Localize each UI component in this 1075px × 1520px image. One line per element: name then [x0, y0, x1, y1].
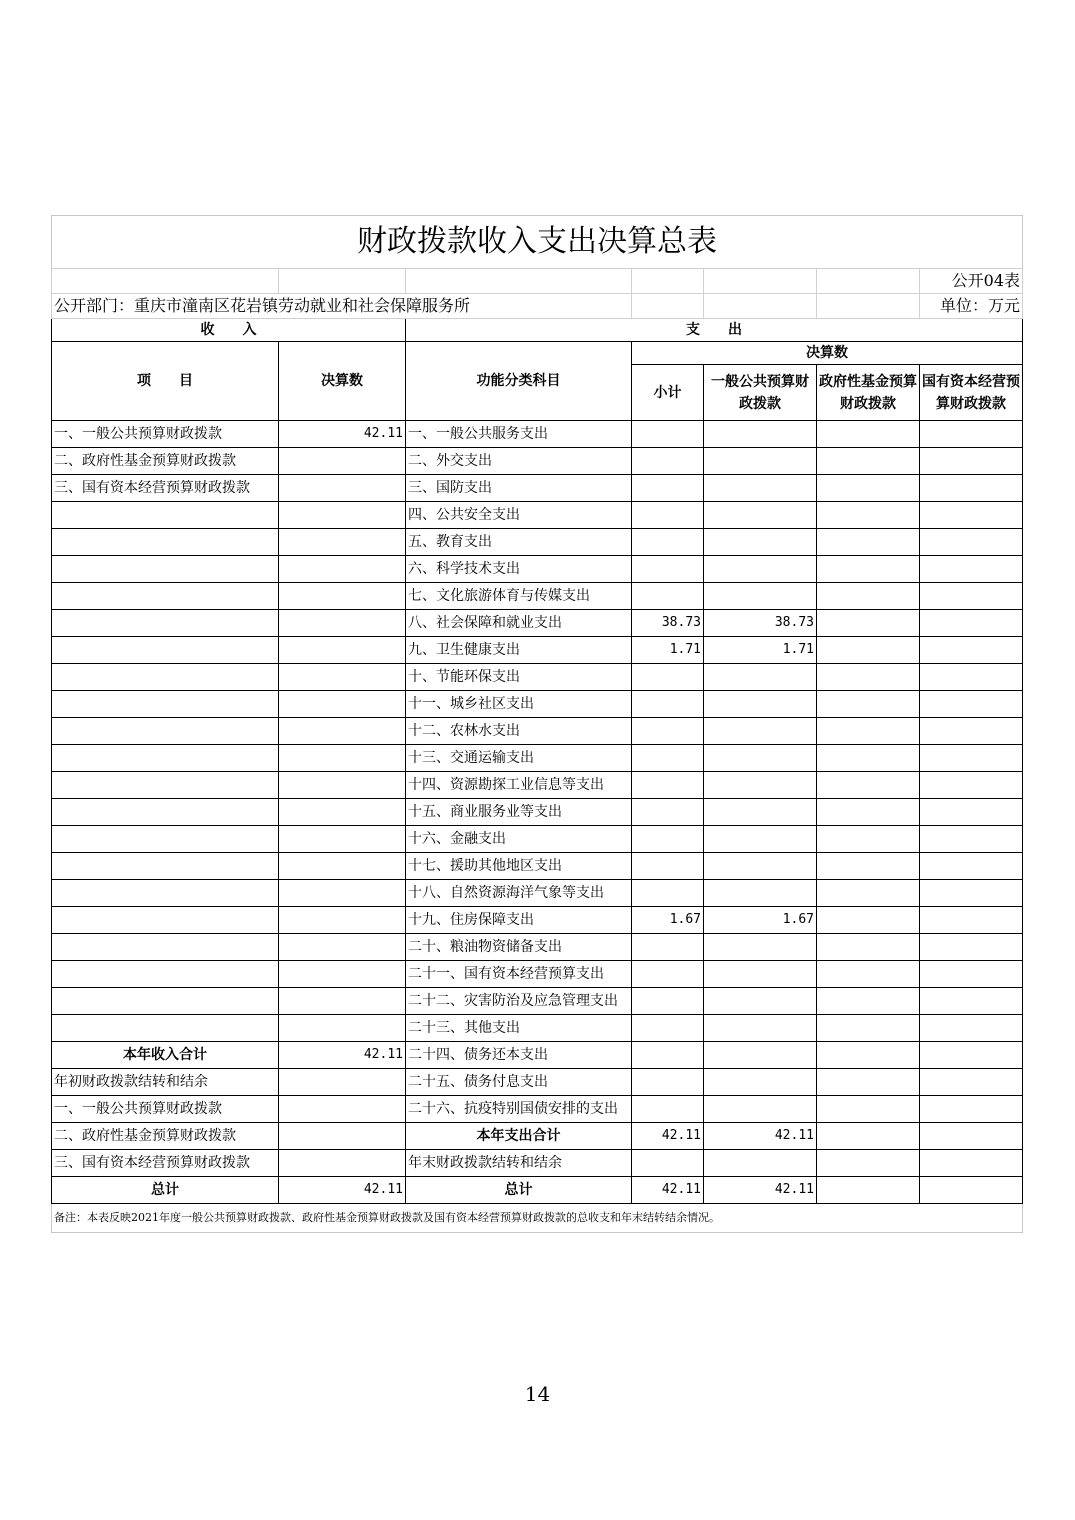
state-capital-cell [920, 664, 1023, 691]
expense-item-cell: 三、国防支出 [406, 475, 632, 502]
expense-header: 支 出 [406, 319, 1023, 342]
gov-fund-cell [817, 664, 920, 691]
general-budget-cell [704, 1069, 817, 1096]
state-capital-cell [920, 853, 1023, 880]
income-item-cell: 年初财政拨款结转和结余 [52, 1069, 279, 1096]
income-item-cell [52, 961, 279, 988]
income-item-cell [52, 853, 279, 880]
form-code: 公开04表 [920, 269, 1023, 294]
expense-item-cell: 六、科学技术支出 [406, 556, 632, 583]
subtotal-cell [632, 1150, 704, 1177]
income-amount-cell [279, 664, 406, 691]
expense-item-cell: 二十五、债务付息支出 [406, 1069, 632, 1096]
state-capital-cell [920, 610, 1023, 637]
income-item-cell [52, 988, 279, 1015]
income-item-cell: 总计 [52, 1177, 279, 1204]
general-budget-cell: 1.67 [704, 907, 817, 934]
table-row [52, 853, 1023, 880]
page-number: 14 [524, 1382, 551, 1406]
state-capital-cell [920, 934, 1023, 961]
general-budget-cell: 42.11 [704, 1123, 817, 1150]
expense-item-cell: 十五、商业服务业等支出 [406, 799, 632, 826]
income-amount-cell [279, 934, 406, 961]
expense-item-cell: 十、节能环保支出 [406, 664, 632, 691]
general-budget-cell [704, 1096, 817, 1123]
table-row [52, 988, 1023, 1015]
state-capital-cell [920, 691, 1023, 718]
expense-item-cell: 二十三、其他支出 [406, 1015, 632, 1042]
general-budget-cell [704, 772, 817, 799]
func-category-header: 功能分类科目 [406, 342, 632, 421]
gov-fund-cell [817, 502, 920, 529]
subtotal-cell [632, 556, 704, 583]
report-title: 财政拨款收入支出决算总表 [52, 216, 1023, 269]
gov-fund-cell [817, 583, 920, 610]
gov-fund-cell [817, 1123, 920, 1150]
income-item-cell [52, 529, 279, 556]
income-amount-cell [279, 907, 406, 934]
general-budget-cell [704, 529, 817, 556]
expense-item-cell: 九、卫生健康支出 [406, 637, 632, 664]
state-capital-cell [920, 988, 1023, 1015]
table-row [52, 1150, 1023, 1177]
state-capital-cell [920, 880, 1023, 907]
income-amount-cell [279, 1096, 406, 1123]
income-item-cell: 一、一般公共预算财政拨款 [52, 1096, 279, 1123]
subtotal-cell [632, 502, 704, 529]
expense-item-cell: 二、外交支出 [406, 448, 632, 475]
subtotal-cell [632, 448, 704, 475]
gov-fund-cell [817, 637, 920, 664]
expense-item-cell: 二十四、债务还本支出 [406, 1042, 632, 1069]
table-row [52, 718, 1023, 745]
expense-item-cell: 二十、粮油物资储备支出 [406, 934, 632, 961]
expense-item-cell: 十三、交通运输支出 [406, 745, 632, 772]
income-amount-cell [279, 1015, 406, 1042]
subtotal-cell [632, 529, 704, 556]
subtotal-cell: 1.67 [632, 907, 704, 934]
table-row [52, 1015, 1023, 1042]
general-budget-header: 一般公共预算财政拨款 [704, 365, 817, 421]
gov-fund-cell [817, 1150, 920, 1177]
gov-fund-cell [817, 475, 920, 502]
subtotal-cell [632, 961, 704, 988]
subtotal-cell [632, 772, 704, 799]
expense-item-cell: 一、一般公共服务支出 [406, 421, 632, 448]
income-item-cell: 二、政府性基金预算财政拨款 [52, 1123, 279, 1150]
gov-fund-cell [817, 1096, 920, 1123]
income-item-cell: 一、一般公共预算财政拨款 [52, 421, 279, 448]
gov-fund-cell [817, 934, 920, 961]
table-row [52, 826, 1023, 853]
income-item-cell: 三、国有资本经营预算财政拨款 [52, 1150, 279, 1177]
general-budget-cell [704, 421, 817, 448]
general-budget-cell [704, 1015, 817, 1042]
item-header: 项 目 [52, 342, 279, 421]
expense-item-cell: 本年支出合计 [406, 1123, 632, 1150]
expense-item-cell: 十八、自然资源海洋气象等支出 [406, 880, 632, 907]
subtotal-cell [632, 853, 704, 880]
subtotal-cell: 42.11 [632, 1177, 704, 1204]
table-row [52, 961, 1023, 988]
state-capital-cell [920, 421, 1023, 448]
subtotal-cell [632, 691, 704, 718]
table-row [52, 745, 1023, 772]
expense-item-cell: 十四、资源勘探工业信息等支出 [406, 772, 632, 799]
income-amount-cell [279, 583, 406, 610]
gov-fund-cell [817, 853, 920, 880]
general-budget-cell [704, 583, 817, 610]
general-budget-cell [704, 934, 817, 961]
income-amount-cell [279, 448, 406, 475]
finance-table [51, 215, 1023, 1233]
subtotal-cell [632, 1096, 704, 1123]
expense-item-cell: 八、社会保障和就业支出 [406, 610, 632, 637]
income-item-cell: 本年收入合计 [52, 1042, 279, 1069]
income-amount-cell: 42.11 [279, 1177, 406, 1204]
table-row [52, 421, 1023, 448]
final-amount-header: 决算数 [632, 342, 1023, 365]
gov-fund-cell [817, 529, 920, 556]
income-item-cell: 二、政府性基金预算财政拨款 [52, 448, 279, 475]
expense-item-cell: 年末财政拨款结转和结余 [406, 1150, 632, 1177]
report-sheet [51, 215, 1022, 1233]
income-amount-cell [279, 799, 406, 826]
income-item-cell [52, 907, 279, 934]
general-budget-cell [704, 961, 817, 988]
table-row [52, 1069, 1023, 1096]
unit-label: 单位：万元 [920, 294, 1023, 319]
state-capital-cell [920, 1177, 1023, 1204]
state-capital-cell [920, 1069, 1023, 1096]
income-amount-cell [279, 691, 406, 718]
expense-item-cell: 总计 [406, 1177, 632, 1204]
gov-fund-cell [817, 826, 920, 853]
income-item-cell [52, 934, 279, 961]
income-item-cell [52, 1015, 279, 1042]
subtotal-cell [632, 988, 704, 1015]
gov-fund-cell [817, 556, 920, 583]
gov-fund-cell [817, 772, 920, 799]
general-budget-cell [704, 745, 817, 772]
table-row [52, 1042, 1023, 1069]
expense-item-cell: 七、文化旅游体育与传媒支出 [406, 583, 632, 610]
income-item-cell [52, 826, 279, 853]
income-amount-cell [279, 556, 406, 583]
gov-fund-cell [817, 1042, 920, 1069]
state-capital-cell [920, 799, 1023, 826]
income-item-cell [52, 556, 279, 583]
income-item-cell: 三、国有资本经营预算财政拨款 [52, 475, 279, 502]
table-row [52, 799, 1023, 826]
income-amount-cell [279, 961, 406, 988]
gov-fund-cell [817, 880, 920, 907]
income-item-cell [52, 799, 279, 826]
income-header: 收 入 [52, 319, 406, 342]
state-capital-cell [920, 1123, 1023, 1150]
income-item-cell [52, 772, 279, 799]
income-amount-cell [279, 610, 406, 637]
income-amount-cell [279, 880, 406, 907]
state-capital-cell [920, 448, 1023, 475]
expense-item-cell: 二十二、灾害防治及应急管理支出 [406, 988, 632, 1015]
gov-fund-cell [817, 745, 920, 772]
expense-item-cell: 五、教育支出 [406, 529, 632, 556]
general-budget-cell: 1.71 [704, 637, 817, 664]
general-budget-cell [704, 1042, 817, 1069]
table-row [52, 448, 1023, 475]
income-amount-cell [279, 718, 406, 745]
income-amount-cell [279, 1069, 406, 1096]
income-amount-cell [279, 1123, 406, 1150]
table-row [52, 880, 1023, 907]
gov-fund-cell [817, 907, 920, 934]
subtotal-cell [632, 664, 704, 691]
gov-fund-cell [817, 961, 920, 988]
gov-fund-cell [817, 610, 920, 637]
expense-item-cell: 四、公共安全支出 [406, 502, 632, 529]
expense-item-cell: 二十六、抗疫特别国债安排的支出 [406, 1096, 632, 1123]
state-capital-cell [920, 502, 1023, 529]
amount-header: 决算数 [279, 342, 406, 421]
state-capital-cell [920, 907, 1023, 934]
general-budget-cell [704, 475, 817, 502]
income-amount-cell [279, 745, 406, 772]
table-row [52, 1123, 1023, 1150]
general-budget-cell [704, 826, 817, 853]
subtotal-header: 小计 [632, 365, 704, 421]
income-item-cell [52, 718, 279, 745]
state-capital-cell [920, 1042, 1023, 1069]
general-budget-cell [704, 880, 817, 907]
income-item-cell [52, 610, 279, 637]
gov-fund-cell [817, 988, 920, 1015]
expense-item-cell: 十七、援助其他地区支出 [406, 853, 632, 880]
income-item-cell [52, 637, 279, 664]
table-row [52, 637, 1023, 664]
subtotal-cell [632, 799, 704, 826]
general-budget-cell [704, 718, 817, 745]
income-item-cell [52, 664, 279, 691]
subtotal-cell [632, 1069, 704, 1096]
gov-fund-header: 政府性基金预算财政拨款 [817, 365, 920, 421]
state-capital-cell [920, 475, 1023, 502]
income-amount-cell [279, 529, 406, 556]
income-item-cell [52, 880, 279, 907]
state-capital-cell [920, 529, 1023, 556]
subtotal-cell [632, 583, 704, 610]
expense-item-cell: 十六、金融支出 [406, 826, 632, 853]
table-row [52, 907, 1023, 934]
expense-item-cell: 十二、农林水支出 [406, 718, 632, 745]
state-capital-cell [920, 718, 1023, 745]
income-item-cell [52, 583, 279, 610]
state-capital-cell [920, 772, 1023, 799]
income-amount-cell [279, 826, 406, 853]
table-row [52, 475, 1023, 502]
general-budget-cell [704, 691, 817, 718]
table-row [52, 610, 1023, 637]
general-budget-cell [704, 448, 817, 475]
table-row [52, 664, 1023, 691]
gov-fund-cell [817, 1015, 920, 1042]
expense-item-cell: 十一、城乡社区支出 [406, 691, 632, 718]
expense-item-cell: 十九、住房保障支出 [406, 907, 632, 934]
state-capital-cell [920, 556, 1023, 583]
table-row [52, 1177, 1023, 1204]
general-budget-cell [704, 664, 817, 691]
table-row [52, 772, 1023, 799]
income-amount-cell [279, 988, 406, 1015]
subtotal-cell: 1.71 [632, 637, 704, 664]
general-budget-cell [704, 556, 817, 583]
subtotal-cell [632, 826, 704, 853]
general-budget-cell: 42.11 [704, 1177, 817, 1204]
subtotal-cell [632, 1015, 704, 1042]
table-row [52, 529, 1023, 556]
table-row [52, 691, 1023, 718]
gov-fund-cell [817, 1069, 920, 1096]
state-capital-cell [920, 961, 1023, 988]
income-amount-cell: 42.11 [279, 1042, 406, 1069]
general-budget-cell [704, 988, 817, 1015]
general-budget-cell: 38.73 [704, 610, 817, 637]
income-amount-cell [279, 637, 406, 664]
income-amount-cell [279, 475, 406, 502]
general-budget-cell [704, 799, 817, 826]
table-row [52, 583, 1023, 610]
state-capital-cell [920, 1015, 1023, 1042]
income-item-cell [52, 745, 279, 772]
income-amount-cell [279, 772, 406, 799]
expense-item-cell: 二十一、国有资本经营预算支出 [406, 961, 632, 988]
table-row [52, 502, 1023, 529]
state-capital-cell [920, 583, 1023, 610]
income-amount-cell: 42.11 [279, 421, 406, 448]
state-capital-cell [920, 745, 1023, 772]
gov-fund-cell [817, 448, 920, 475]
subtotal-cell: 42.11 [632, 1123, 704, 1150]
state-capital-cell [920, 637, 1023, 664]
subtotal-cell [632, 718, 704, 745]
income-amount-cell [279, 853, 406, 880]
table-row [52, 556, 1023, 583]
gov-fund-cell [817, 799, 920, 826]
gov-fund-cell [817, 691, 920, 718]
subtotal-cell [632, 421, 704, 448]
income-amount-cell [279, 502, 406, 529]
gov-fund-cell [817, 421, 920, 448]
table-row [52, 1096, 1023, 1123]
state-capital-cell [920, 1150, 1023, 1177]
subtotal-cell [632, 745, 704, 772]
income-amount-cell [279, 1150, 406, 1177]
subtotal-cell: 38.73 [632, 610, 704, 637]
income-item-cell [52, 502, 279, 529]
income-item-cell [52, 691, 279, 718]
state-capital-cell [920, 1096, 1023, 1123]
gov-fund-cell [817, 718, 920, 745]
subtotal-cell [632, 934, 704, 961]
subtotal-cell [632, 1042, 704, 1069]
gov-fund-cell [817, 1177, 920, 1204]
subtotal-cell [632, 475, 704, 502]
general-budget-cell [704, 502, 817, 529]
state-capital-header: 国有资本经营预算财政拨款 [920, 365, 1023, 421]
subtotal-cell [632, 880, 704, 907]
note-text: 备注：本表反映2021年度一般公共预算财政拨款、政府性基金预算财政拨款及国有资本经营预算财政拨款的总收支和年末结转结余情况。 [52, 1204, 1023, 1233]
general-budget-cell [704, 1150, 817, 1177]
state-capital-cell [920, 826, 1023, 853]
table-row [52, 934, 1023, 961]
general-budget-cell [704, 853, 817, 880]
department-label: 公开部门：重庆市潼南区花岩镇劳动就业和社会保障服务所 [52, 294, 632, 319]
